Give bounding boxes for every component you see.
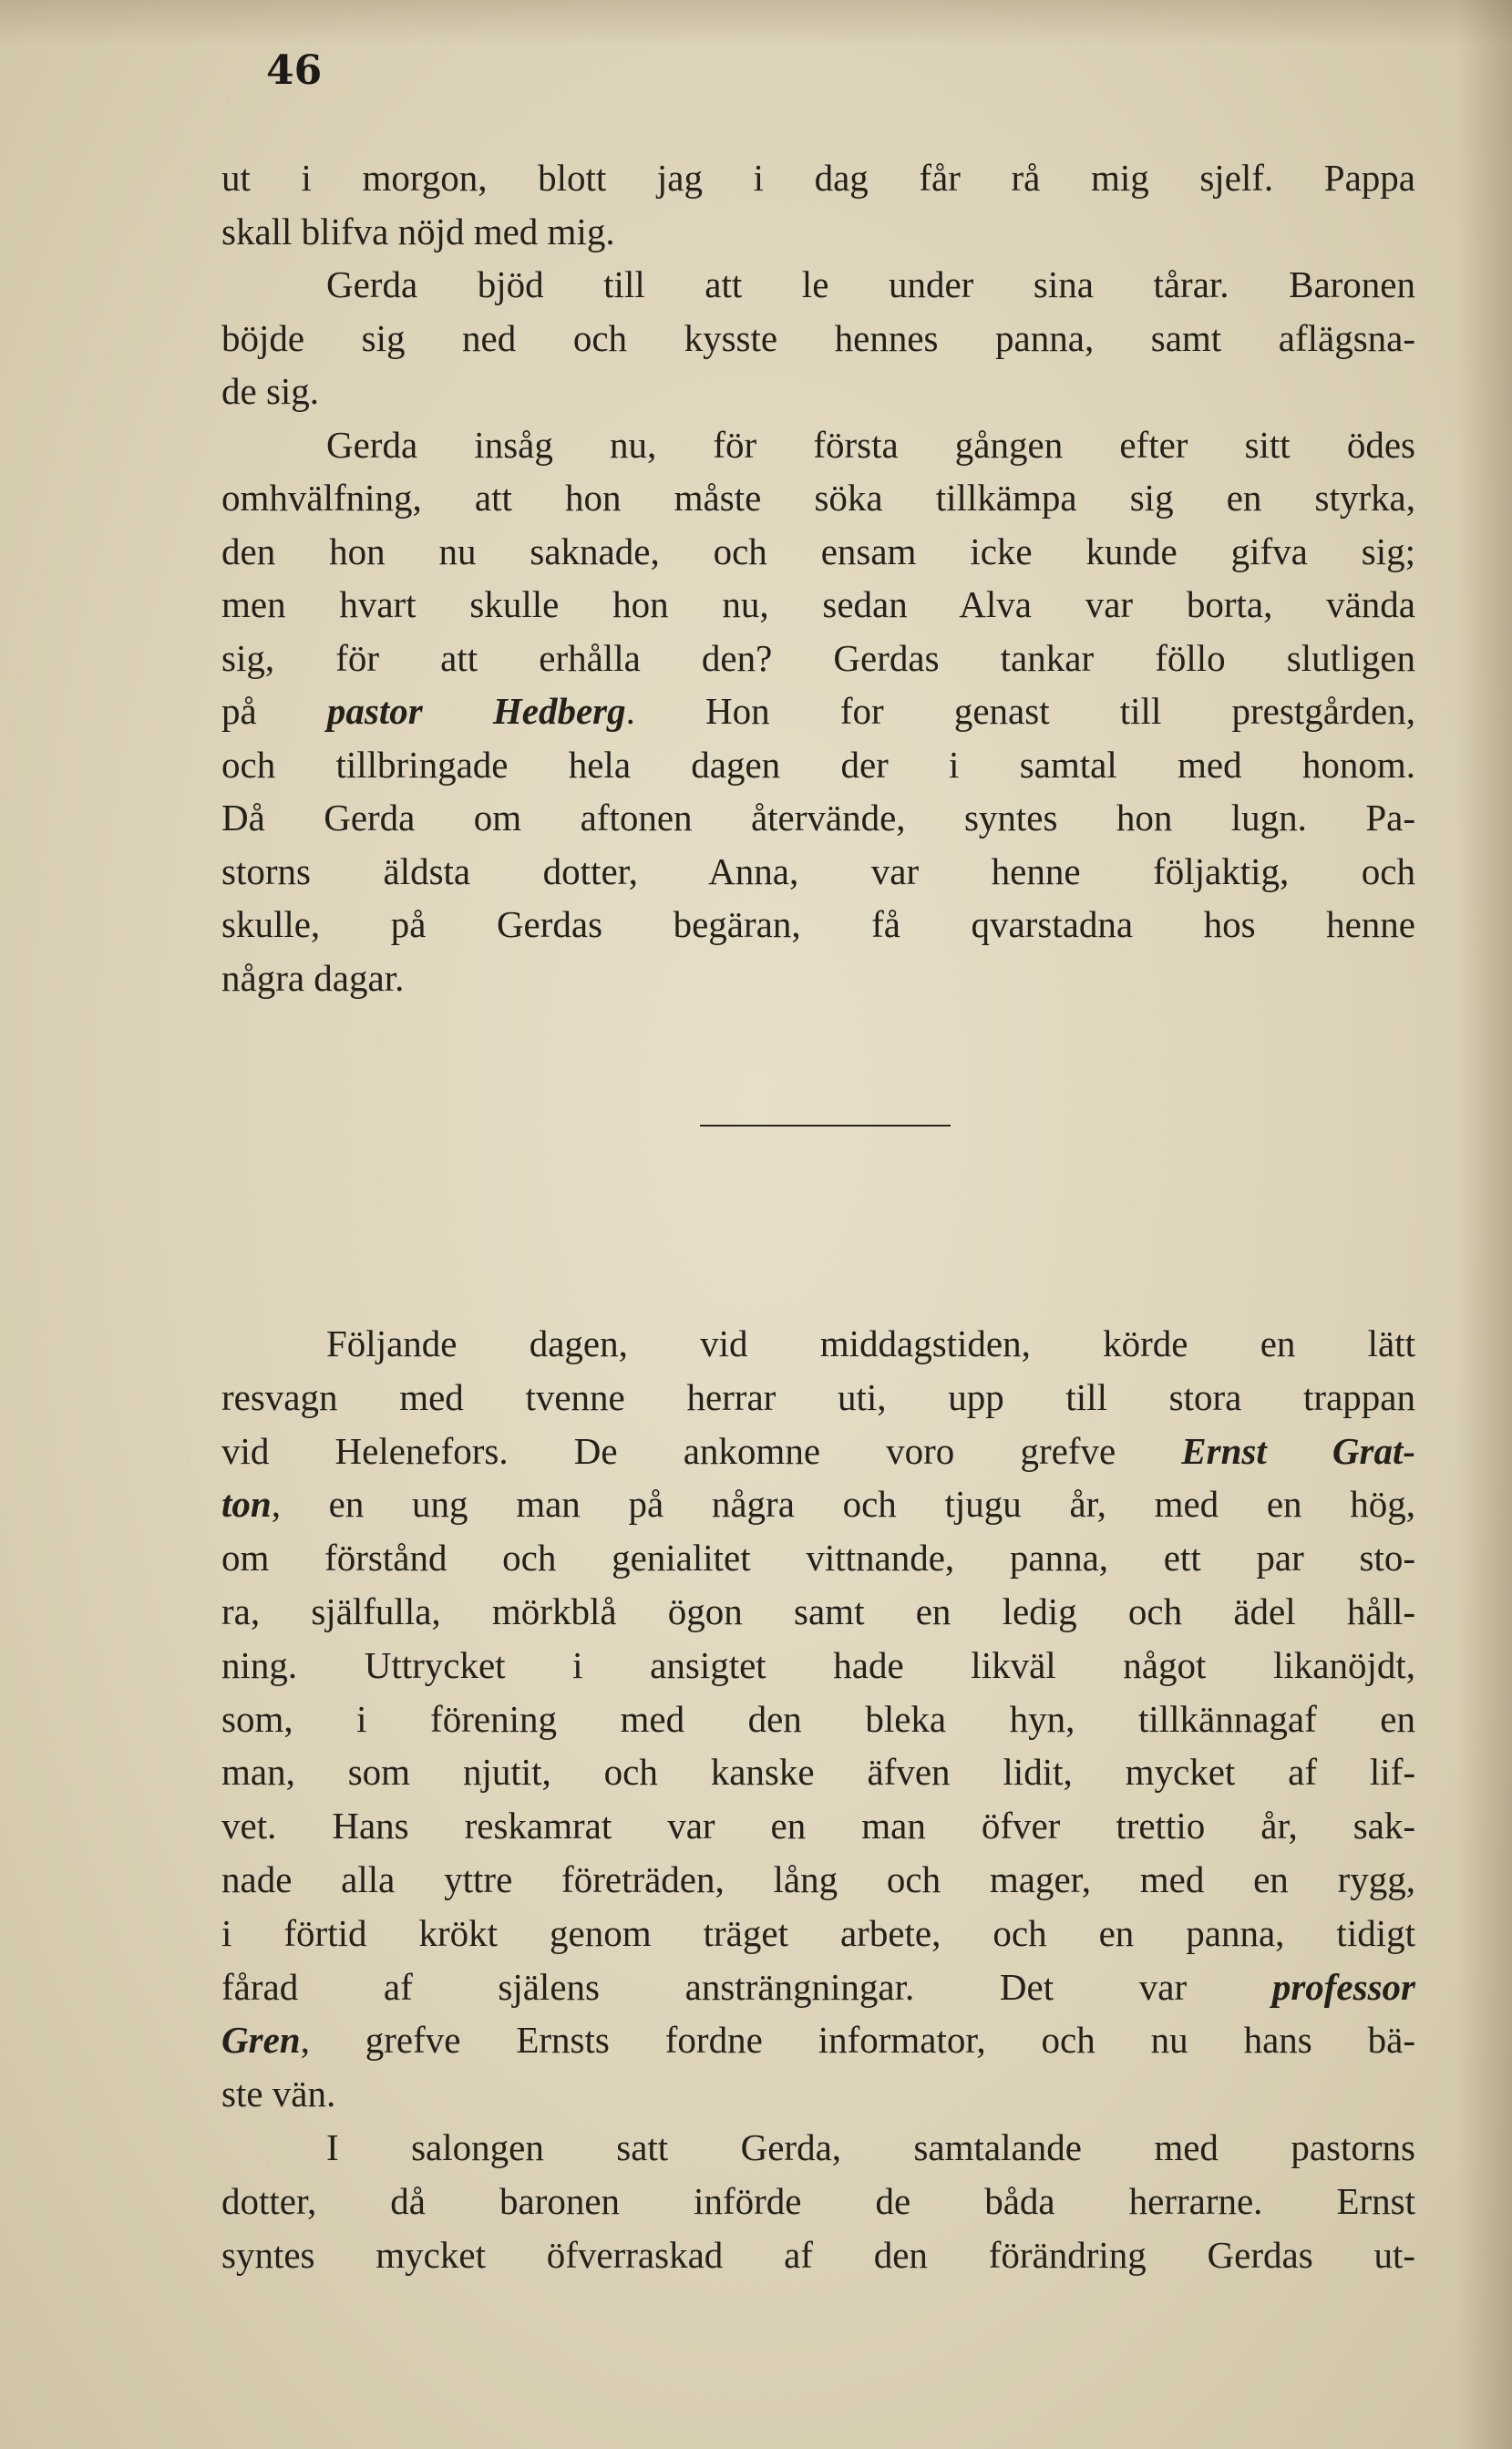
text-line: man, som njutit, och kanske äfven lidit, mycket af lif- [221, 1751, 1415, 1794]
text-line: skall blifva nöjd med mig. [221, 210, 615, 252]
text-line: syntes mycket öfverraskad af den förändring Gerdas ut- [221, 2233, 1415, 2276]
text-line: några dagar. [221, 956, 405, 999]
italic-name: Gren [221, 2019, 301, 2062]
text-span: på [221, 690, 257, 732]
text-line: Gerda insåg nu, för första gången efter sitt ödes [326, 423, 1415, 466]
text-line [221, 1477, 1415, 1531]
page-top-shadow [0, 0, 1512, 46]
text-line: dotter, då baronen införde de båda herrarne. Ernst [221, 2179, 1415, 2222]
text-block-bottom [221, 1317, 1415, 2281]
text-span: vid Helenefors. De ankomne voro grefve [221, 1429, 1116, 1472]
text-line: i förtid krökt genom träget arbete, och en panna, tidigt [221, 1911, 1415, 1954]
text-line: Följande dagen, vid middagstiden, körde en lätt [326, 1322, 1415, 1364]
text-line: sig, för att erhålla den? Gerdas tankar föllo slutligen [221, 636, 1415, 679]
italic-name: ton [221, 1483, 272, 1526]
text-line: vet. Hans reskamrat var en man öfver trettio år, sak- [221, 1805, 1415, 1847]
text-line: ste vän. [221, 2073, 336, 2115]
text-line: om förstånd och genialitet vittnande, panna, ett par sto- [221, 1537, 1415, 1580]
text-line: I salongen satt Gerda, samtalande med pastorns [326, 2125, 1415, 2168]
text-line [221, 2013, 1415, 2067]
text-line: ut i morgon, blott jag i dag får rå mig sjelf. Pappa [221, 157, 1415, 199]
text-line: skulle, på Gerdas begäran, få qvarstadna hos henne [221, 903, 1415, 945]
italic-title: professor [1271, 1965, 1415, 2008]
text-line: nade alla yttre företräden, lång och mager, med en rygg, [221, 1857, 1415, 1900]
page-number: 46 [266, 47, 323, 94]
text-line: ra, själfulla, mörkblå ögon samt en ledig och ädel håll- [221, 1590, 1415, 1632]
text-line: den hon nu saknade, och ensam icke kunde gifva sig; [221, 530, 1415, 572]
italic-name: pastor Hedberg [326, 690, 626, 732]
text-line: Då Gerda om aftonen återvände, syntes hon lugn. Pa- [221, 797, 1415, 839]
text-line: och tillbringade hela dagen der i samtal med honom. [221, 743, 1415, 786]
text-line: ning. Uttrycket i ansigtet hade likväl något likanöjdt, [221, 1643, 1415, 1686]
text-line: som, i förening med den bleka hyn, tillkännagaf en [221, 1697, 1415, 1740]
page-edge-shadow [1457, 0, 1512, 2449]
text-line [221, 1960, 1415, 2014]
text-span: . Hon for genast till prestgården, [625, 690, 1416, 732]
text-line: böjde sig ned och kysste hennes panna, samt aflägsna- [221, 316, 1415, 359]
text-span: , grefve Ernsts fordne informator, och nu hans bä- [300, 2019, 1415, 2062]
section-separator [700, 1125, 951, 1127]
text-line: storns äldsta dotter, Anna, var henne följaktig, och [221, 849, 1415, 892]
text-span: , en ung man på några och tjugu år, med en hög, [271, 1483, 1415, 1526]
text-line: Gerda bjöd till att le under sina tårar. Baronen [326, 263, 1415, 305]
text-span: fårad af själens ansträngningar. Det var [221, 1965, 1188, 2008]
italic-name: Ernst Grat- [1181, 1429, 1415, 1472]
text-block-top [221, 151, 1415, 1004]
text-line [221, 684, 1415, 738]
text-line [221, 1425, 1415, 1478]
text-line: resvagn med tvenne herrar uti, upp till stora trappan [221, 1375, 1415, 1418]
text-line: omhvälfning, att hon måste söka tillkämpa sig en styrka, [221, 477, 1415, 519]
text-line: men hvart skulle hon nu, sedan Alva var borta, vända [221, 583, 1415, 625]
text-line: de sig. [221, 370, 320, 412]
